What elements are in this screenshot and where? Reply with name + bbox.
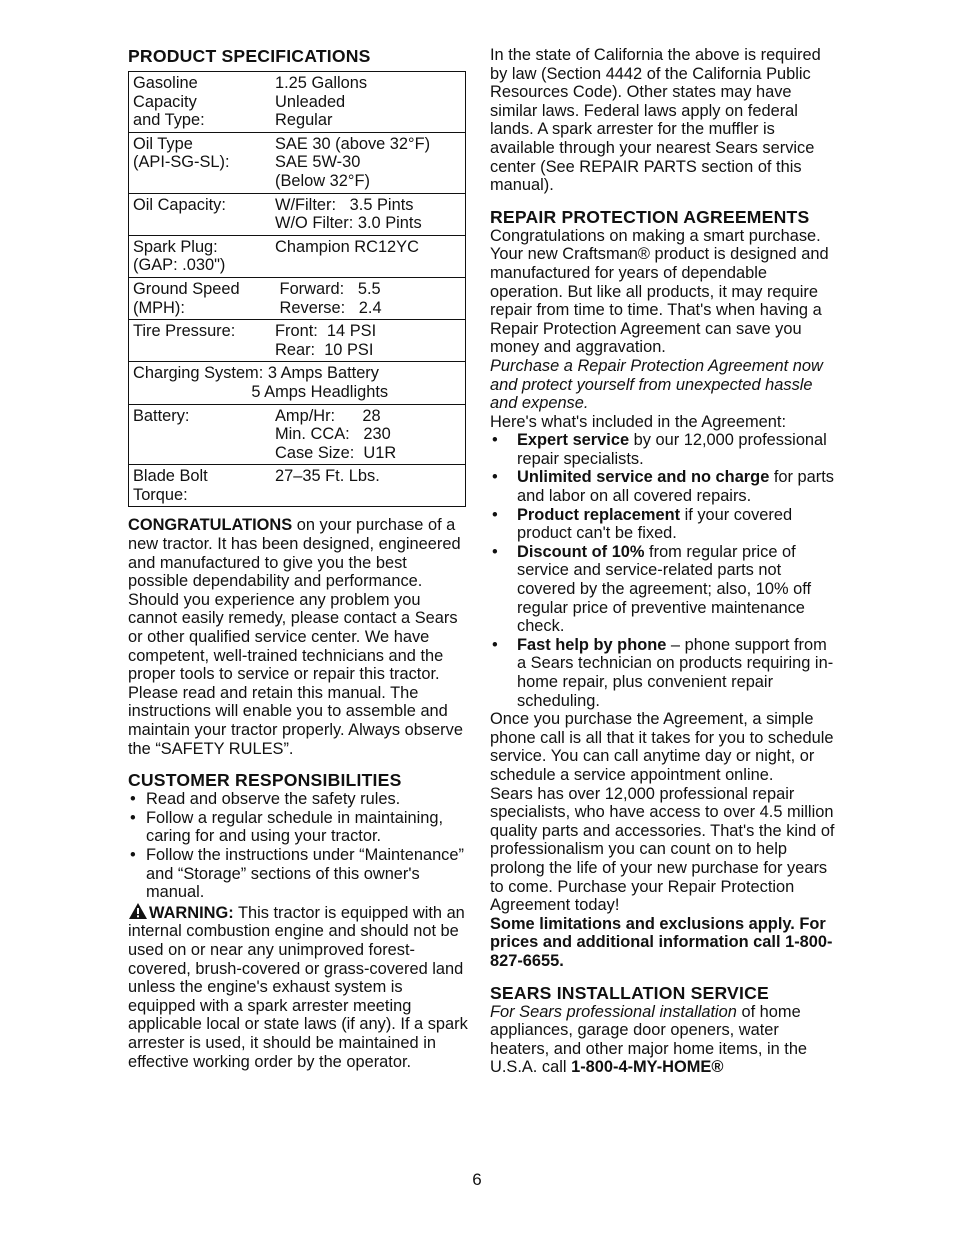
table-row — [129, 72, 466, 133]
problem-paragraph: Should you experience any problem you cannot easily remedy, please contact a Sears or other qualified service center. We have competent, well-trained technicians and the proper tools to service or repair this tractor. — [128, 590, 458, 684]
list-item — [490, 636, 840, 710]
spec-label — [129, 277, 276, 319]
spec-value — [275, 72, 466, 133]
list-item: • Follow the instructions under “Maintenance” and “Storage” sections of this owner's manual. — [128, 846, 468, 902]
installation-italic: For Sears professional installation — [490, 1002, 737, 1021]
spec-label — [129, 72, 276, 133]
repair-protection-heading: REPAIR PROTECTION AGREEMENTS — [490, 206, 810, 227]
customer-responsibilities-heading: CUSTOMER RESPONSIBILITIES — [128, 770, 402, 791]
spec-value — [275, 235, 466, 277]
congratulations-paragraph — [128, 516, 468, 590]
repair-italic-paragraph: Purchase a Repair Protection Agreement now and protect yourself from unexpected hassle and expense. — [490, 356, 823, 413]
warning-label: WARNING: — [149, 903, 234, 922]
table-row — [129, 132, 466, 193]
list-item — [490, 543, 840, 636]
spec-value-line: Champion RC12YC — [275, 237, 419, 256]
spec-value-line: 1.25 Gallons — [275, 74, 368, 92]
benefit-title: Expert service — [517, 431, 630, 450]
spec-value — [275, 404, 466, 465]
spec-value — [275, 465, 466, 507]
spec-label-line: Tire Pressure: — [133, 322, 236, 341]
spec-label — [129, 132, 276, 193]
customer-responsibilities-list — [128, 790, 468, 902]
spec-value-line: 27–35 Ft. Lbs. — [275, 467, 380, 486]
spec-value — [275, 132, 466, 193]
spec-label-line: (GAP: .030") — [133, 256, 226, 275]
list-item: • Read and observe the safety rules. — [128, 790, 468, 809]
table-row — [129, 235, 466, 277]
spec-value-line: (Below 32°F) — [275, 171, 370, 190]
spec-value-line: Rear: 10 PSI — [275, 340, 374, 359]
table-row — [129, 193, 466, 235]
benefit-text: if your covered product can't be fixed. — [517, 505, 793, 543]
spec-label — [129, 193, 276, 235]
spec-value — [275, 320, 466, 362]
list-item: • Follow a regular schedule in maintaining, caring for and using your tractor. — [128, 809, 468, 846]
warning-paragraph — [128, 902, 468, 1071]
table-row — [129, 362, 466, 404]
benefit-title: Unlimited service and no charge — [517, 468, 770, 487]
spec-label-line: Torque: — [133, 485, 188, 504]
spec-value-line: W/O Filter: 3.0 Pints — [275, 214, 422, 233]
product-specifications-heading: PRODUCT SPECIFICATIONS — [128, 46, 371, 66]
spec-label — [129, 320, 276, 362]
spec-value-line: Reverse: 2.4 — [275, 298, 382, 317]
spec-value-line: Amp/Hr: 28 — [275, 406, 381, 425]
agreement-benefits-list — [490, 431, 840, 710]
spec-cell — [129, 362, 466, 404]
sears-specialists-paragraph: Sears has over 12,000 professional repair specialists, who have access to over 4.5 million quality parts and accessories. That's the kind of professionalism you can count on to help prolong the life of your new purchase for years to come. Purchase your Repair Protection Agreement today! — [490, 784, 835, 915]
congratulations-label: CONGRATULATIONS — [128, 516, 293, 535]
spec-label-line: Capacity — [133, 92, 197, 111]
spec-label-line: Ground Speed — [133, 279, 240, 298]
spec-label — [129, 235, 276, 277]
spec-label-line: (API-SG-SL): — [133, 153, 230, 172]
benefit-title: Fast help by phone — [517, 635, 667, 654]
table-row — [129, 277, 466, 319]
list-item — [490, 506, 840, 543]
spec-label-line: Oil Type — [133, 134, 193, 153]
spec-value-line: Case Size: U1R — [275, 443, 397, 462]
spec-value — [275, 193, 466, 235]
spec-label — [129, 465, 276, 507]
list-item — [490, 431, 840, 468]
spec-label-line: (MPH): — [133, 298, 185, 317]
benefit-text: from regular price of service and service-related parts not covered by the agreement; also, 10% off regular price of preventive maintenance check. — [517, 542, 811, 636]
installation-phone: 1-800-4-MY-HOME® — [571, 1058, 724, 1077]
limitations-paragraph: Some limitations and exclusions apply. For prices and additional information call 1-800-827-6655. — [490, 914, 833, 970]
spec-value-line: SAE 30 (above 32°F) — [275, 134, 431, 153]
spec-label-line: Spark Plug: — [133, 237, 218, 256]
benefit-text: for parts and labor on all covered repairs. — [517, 468, 834, 506]
product-specifications-table — [128, 71, 466, 507]
spec-label-line: and Type: — [133, 111, 205, 130]
spec-value-line: Forward: 5.5 — [275, 279, 381, 298]
spec-label-line: Blade Bolt — [133, 467, 208, 486]
benefit-text: by our 12,000 professional repair specialists. — [517, 431, 827, 468]
spec-value-line: SAE 5W-30 — [275, 153, 361, 172]
left-column — [128, 46, 468, 1071]
benefit-title: Product replacement — [517, 505, 681, 524]
spec-value-line: Unleaded — [275, 92, 346, 111]
retain-manual-paragraph: Please read and retain this manual. The instructions will enable you to assemble and maintain your tractor properly. Always observe the “SAFETY RULES”. — [128, 683, 463, 758]
installation-text: of home appliances, garage door openers, water heaters, and other major home items, in the U.S.A. call — [490, 1002, 808, 1077]
spec-line: Charging System: 3 Amps Battery — [133, 364, 379, 383]
installation-paragraph — [490, 1003, 840, 1077]
spec-value — [275, 277, 466, 319]
right-column — [490, 46, 840, 1077]
benefit-text: – phone support from a Sears technician on products requiring in-home repair, plus convenient repair scheduling. — [517, 635, 834, 710]
congratulations-text: on your purchase of a new tractor. It has been designed, engineered and manufactured to give you the best possible dependability and performance. — [128, 516, 461, 591]
spec-label — [129, 404, 276, 465]
warning-triangle-icon — [128, 902, 148, 920]
page-number: 6 — [472, 1170, 482, 1189]
sears-installation-heading: SEARS INSTALLATION SERVICE — [490, 982, 769, 1003]
spec-label-line: Battery: — [133, 406, 190, 425]
table-row — [129, 465, 466, 507]
spec-value-line: Front: 14 PSI — [275, 322, 377, 341]
california-law-paragraph: In the state of California the above is required by law (Section 4442 of the California Public Resources Code). Other states may have similar laws. Federal laws apply on federal lands. A spark arrester for the muffler is available through your nearest Sears service center (See REPAIR PARTS section of this manual). — [490, 46, 821, 195]
once-purchase-paragraph: Once you purchase the Agreement, a simple phone call is all that it takes for you to schedule service. You can call anytime day or night, or schedule a service appointment online. — [490, 710, 834, 784]
table-row — [129, 320, 466, 362]
spec-line: 5 Amps Headlights — [133, 382, 389, 401]
warning-text: This tractor is equipped with an internal combustion engine and should not be used on or near any unimproved forest-covered, brush-covered or grass-covered land unless the engine's exhaust system is equipped with a spark arrester meeting applicable local or state laws (if any). If a spark arrester is used, it should be maintained in effective working order by the operator. — [128, 903, 468, 1071]
spec-value-line: Min. CCA: 230 — [275, 425, 391, 444]
spec-label-line: Oil Capacity: — [133, 195, 226, 214]
table-row — [129, 404, 466, 465]
spec-value-line: W/Filter: 3.5 Pints — [275, 195, 414, 214]
spec-value-line: Regular — [275, 111, 333, 130]
repair-intro-paragraph: Congratulations on making a smart purchase. Your new Craftsman® product is designed and manufactured for years of dependable operation. But like all products, it may require repair from time to time. That's when having a Repair Protection Agreement can save you money and aggravation. — [490, 226, 829, 357]
list-item — [490, 468, 840, 505]
spec-label-line: Gasoline — [133, 74, 198, 92]
included-paragraph: Here's what's included in the Agreement: — [490, 412, 786, 431]
benefit-title: Discount of 10% — [517, 542, 645, 561]
